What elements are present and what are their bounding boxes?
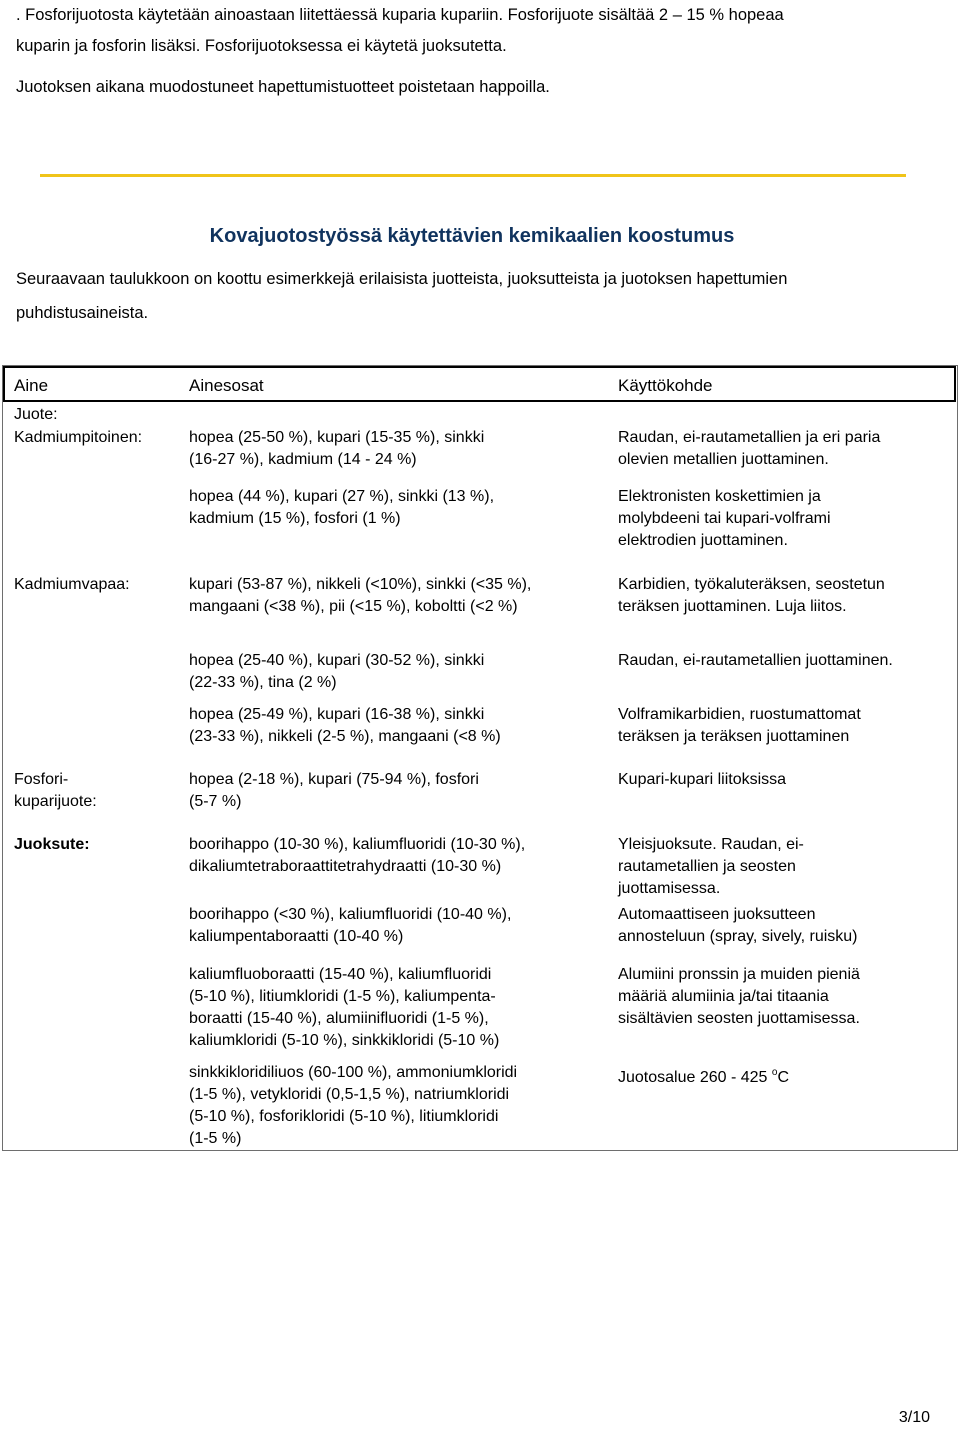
row-ainesosat-line: (5-7 %) [189, 793, 242, 810]
row-kaytto-line: Alumiini pronssin ja muiden pieniä [618, 966, 860, 983]
row-kaytto [618, 964, 948, 1030]
row-ainesosat [189, 427, 609, 471]
row-kaytto [618, 427, 948, 471]
row-kaytto-line: elektrodien juottaminen. [618, 532, 788, 549]
degree-sign: o [771, 1067, 778, 1078]
section-intro [16, 262, 936, 330]
row-kaytto-line: Yleisjuoksute. Raudan, ei- [618, 836, 804, 853]
row-aine-line: Fosfori- [14, 771, 69, 788]
row-ainesosat [189, 769, 609, 813]
header-aine: Aine [14, 376, 49, 395]
section-divider [40, 174, 906, 177]
row-kaytto-line: Volframikarbidien, ruostumattomat [618, 706, 861, 723]
row-kaytto-line: Kupari-kupari liitoksissa [618, 771, 787, 788]
section-intro-line: puhdistusaineista. [16, 304, 149, 322]
row-kaytto-line: molybdeeni tai kupari-volframi [618, 510, 831, 527]
row-kaytto [618, 574, 948, 618]
row-ainesosat [189, 1062, 609, 1150]
row-ainesosat-line: hopea (25-50 %), kupari (15-35 %), sinkki [189, 429, 485, 446]
row-ainesosat-line: kaliumfluoboraatti (15-40 %), kaliumfluoridi [189, 966, 492, 983]
intro-line: Juotoksen aikana muodostuneet hapettumistuotteet poistetaan happoilla. [16, 78, 550, 96]
row-kaytto [618, 486, 948, 552]
row-ainesosat-line: kupari (53-87 %), nikkeli (<10%), sinkki (<35 %), [189, 576, 532, 593]
row-kaytto [618, 650, 948, 672]
row-kaytto-line: juottamisessa. [618, 880, 721, 897]
row-ainesosat-line: kaliumkloridi (5-10 %), sinkkikloridi (5-10 %) [189, 1032, 500, 1049]
row-ainesosat-line: boorihappo (10-30 %), kaliumfluoridi (10-30 %), [189, 836, 526, 853]
temperature-unit: C [777, 1069, 790, 1086]
temperature-range: Juotosalue 260 - 425 [618, 1069, 772, 1086]
header-ainesosat: Ainesosat [189, 376, 264, 395]
row-ainesosat-line: (1-5 %), vetykloridi (0,5-1,5 %), natriumkloridi [189, 1086, 510, 1103]
row-aine-line: kuparijuote: [14, 793, 97, 810]
row-kaytto [618, 834, 948, 900]
row-ainesosat-line: (5-10 %), fosforikloridi (5-10 %), litiumkloridi [189, 1108, 499, 1125]
row-kaytto [618, 704, 948, 748]
row-kaytto-line: Automaattiseen juoksutteen [618, 906, 816, 923]
row-ainesosat-line: mangaani (<38 %), pii (<15 %), koboltti (<2 %) [189, 598, 518, 615]
row-ainesosat-line: boorihappo (<30 %), kaliumfluoridi (10-40 %), [189, 906, 512, 923]
row-kaytto-line: teräksen ja teräksen juottaminen [618, 728, 850, 745]
row-ainesosat [189, 574, 609, 618]
row-kaytto-line: teräksen juottaminen. Luja liitos. [618, 598, 847, 615]
chemicals-table [2, 365, 958, 1151]
row-kaytto [618, 904, 948, 948]
page-number: 3/10 [898, 1409, 930, 1426]
row-ainesosat-line: hopea (25-49 %), kupari (16-38 %), sinkki [189, 706, 485, 723]
row-ainesosat [189, 834, 609, 878]
row-aine: Kadmiumvapaa: [14, 576, 130, 593]
intro-line: . Fosforijuotosta käytetään ainoastaan liitettäessä kuparia kupariin. Fosforijuote sisältää 2 – 15 % hopeaa [16, 6, 784, 24]
row-ainesosat-line: hopea (44 %), kupari (27 %), sinkki (13 %), [189, 488, 495, 505]
table-header [3, 366, 956, 402]
group-label-juoksute: Juoksute: [14, 836, 90, 853]
row-kaytto-line: määriä alumiinia ja/tai titaania [618, 988, 829, 1005]
row-ainesosat-line: hopea (2-18 %), kupari (75-94 %), fosfori [189, 771, 479, 788]
section-intro-line: Seuraavaan taulukkoon on koottu esimerkkejä erilaisista juotteista, juoksutteista ja juotoksen hapettumien [16, 270, 788, 288]
row-ainesosat-line: (22-33 %), tina (2 %) [189, 674, 337, 691]
row-ainesosat-line: (5-10 %), litiumkloridi (1-5 %), kaliumpenta- [189, 988, 496, 1005]
row-aine: Kadmiumpitoinen: [14, 429, 143, 446]
row-kaytto-line: rautametallien ja seosten [618, 858, 796, 875]
row-ainesosat [189, 704, 609, 748]
row-kaytto-line: Raudan, ei-rautametallien juottaminen. [618, 652, 893, 669]
row-ainesosat-line: sinkkikloridiliuos (60-100 %), ammoniumkloridi [189, 1064, 518, 1081]
row-aine [14, 769, 184, 813]
row-ainesosat [189, 650, 609, 694]
row-kaytto-line: annosteluun (spray, sively, ruisku) [618, 928, 858, 945]
row-ainesosat-line: dikaliumtetraboraattitetrahydraatti (10-30 %) [189, 858, 502, 875]
row-kaytto-line: sisältävien seosten juottamisessa. [618, 1010, 860, 1027]
row-kaytto [618, 1062, 948, 1089]
row-ainesosat [189, 904, 609, 948]
intro-text [16, 0, 936, 103]
row-ainesosat [189, 486, 609, 530]
row-ainesosat-line: (23-33 %), nikkeli (2-5 %), mangaani (<8 %) [189, 728, 501, 745]
row-ainesosat-line: (1-5 %) [189, 1130, 242, 1147]
row-kaytto-line: Karbidien, työkaluteräksen, seostetun [618, 576, 885, 593]
row-ainesosat-line: kadmium (15 %), fosfori (1 %) [189, 510, 401, 527]
row-kaytto-line: Raudan, ei-rautametallien ja eri paria [618, 429, 881, 446]
row-kaytto-line: olevien metallien juottaminen. [618, 451, 829, 468]
row-ainesosat-line: boraatti (15-40 %), alumiinifluoridi (1-5 %), [189, 1010, 489, 1027]
row-kaytto-line: Elektronisten koskettimien ja [618, 488, 821, 505]
row-ainesosat-line: hopea (25-40 %), kupari (30-52 %), sinkki [189, 652, 485, 669]
intro-line: kuparin ja fosforin lisäksi. Fosforijuotoksessa ei käytetä juoksutetta. [16, 37, 507, 55]
row-ainesosat [189, 964, 609, 1052]
group-label-juote: Juote: [14, 406, 58, 423]
row-ainesosat-line: (16-27 %), kadmium (14 - 24 %) [189, 451, 417, 468]
row-kaytto [618, 769, 948, 791]
header-kayttokohde: Käyttökohde [618, 376, 713, 395]
section-title: Kovajuotostyössä käytettävien kemikaalien koostumus [209, 225, 735, 247]
row-ainesosat-line: kaliumpentaboraatti (10-40 %) [189, 928, 404, 945]
